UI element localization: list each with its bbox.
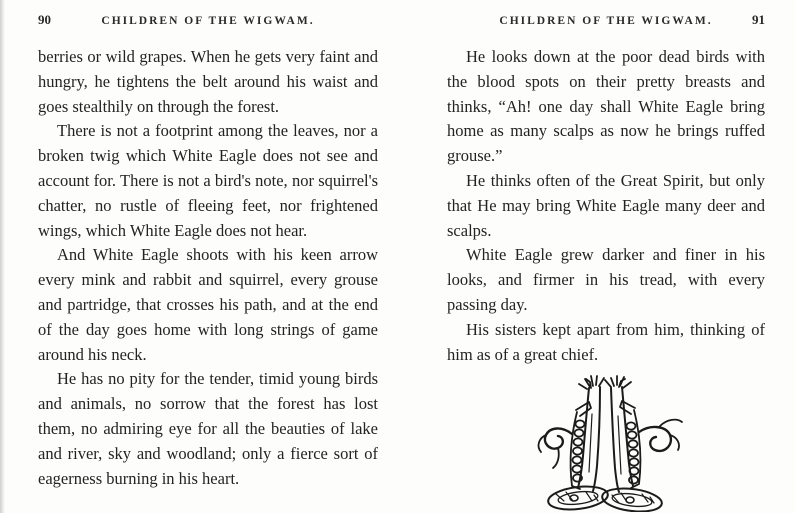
page-90-body	[38, 45, 378, 491]
page-91	[447, 12, 765, 513]
paragraph: There is not a footprint among the leaves, nor a broken twig which White Eagle does not see and account for. There is not a bird's note, nor squirrel's chatter, no rustle of fleeing feet, nor frightened wings, which White Eagle does not hear.	[38, 121, 378, 240]
paragraph: And White Eagle shoots with his keen arrow every mink and rabbit and squirrel, every grouse and partridge, that crosses his path, and at the end of the day goes home with long strings of game around his neck.	[38, 245, 378, 364]
right-cord-curl	[639, 420, 682, 451]
paragraph: White Eagle grew darker and finer in his looks, and firmer in his tread, with every passing day.	[447, 245, 765, 314]
paragraph: berries or wild grapes. When he gets very faint and hungry, he tightens the belt around his waist and goes stealthily on through the forest.	[38, 47, 378, 116]
page-90	[38, 12, 378, 491]
paragraph: He thinks often of the Great Spirit, but only that He may bring White Eagle many deer and scalps.	[447, 170, 765, 240]
right-foot	[601, 486, 663, 513]
page-number-91: 91	[752, 12, 765, 27]
page-90-header	[38, 12, 378, 28]
running-title-right: CHILDREN OF THE WIGWAM.	[499, 15, 713, 27]
paragraph: He looks down at the poor dead birds with the blood spots on their pretty breasts and thinks, “Ah! one day shall White Eagle bring home as many scalps as now he brings ruffed grouse.”	[447, 47, 765, 166]
left-cord-curl	[539, 429, 572, 469]
dead-grouse-legs-illustration	[447, 374, 765, 513]
left-leg-lacing	[571, 402, 591, 489]
left-foot	[547, 484, 609, 513]
page-91-header	[447, 12, 765, 28]
paragraph: His sisters kept apart from him, thinking of him as of a great chief.	[447, 319, 765, 364]
scan-edge-shadow	[0, 0, 5, 513]
page-number-90: 90	[38, 12, 51, 27]
page-91-body	[447, 45, 765, 367]
right-leg-tuft	[605, 376, 631, 388]
paragraph: He has no pity for the tender, timid young birds and animals, no sorrow that the forest has lost them, no admiring eye for all the beauties of lake and river, sky and woodland; only a fierce sort of eagerness burning in his heart.	[38, 369, 378, 488]
running-title-left: CHILDREN OF THE WIGWAM.	[101, 15, 315, 27]
